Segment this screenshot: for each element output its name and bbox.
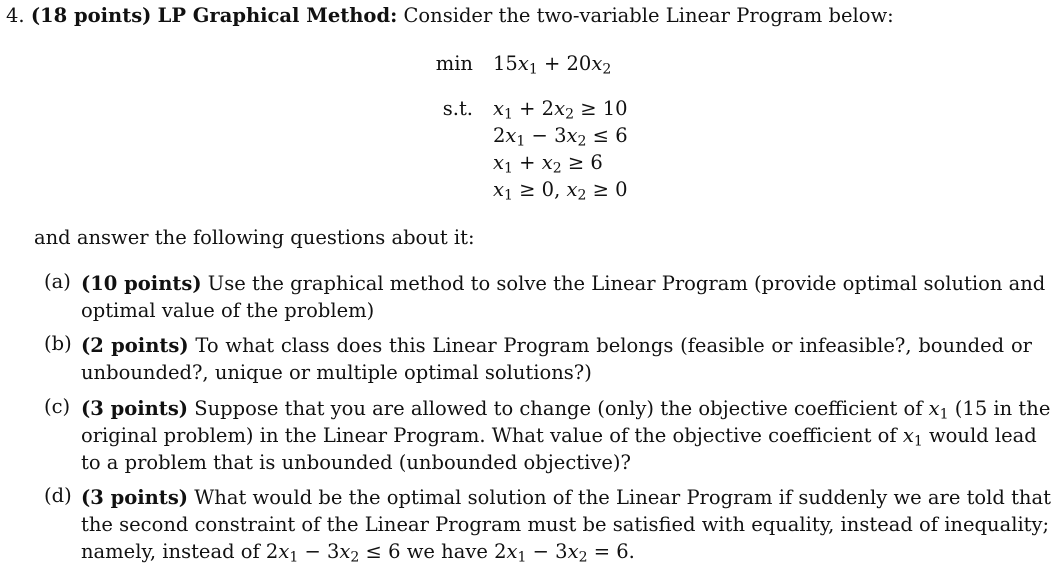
constraint-2: $2x_1 - 3x_2 \le 6$ xyxy=(493,124,628,150)
nonnegativity-constraint: $x_1 \ge 0$, $x_2 \ge 0$ xyxy=(493,178,628,204)
part-marker: (c) xyxy=(44,395,71,418)
part-line: original problem) in the Linear Program. What value of the objective coefficient of $x_1$ would lead xyxy=(81,424,1037,450)
question-points: (18 points) xyxy=(30,4,152,27)
part-line: (2 points) To what class does this Linear Program belongs (feasible or infeasible?, bounded or xyxy=(81,334,1032,357)
objective-label: min xyxy=(435,52,473,75)
part-line: namely, instead of $2x_1 - 3x_2 \le 6$ we have $2x_1 - 3x_2 = 6$. xyxy=(81,540,635,566)
part-line: to a problem that is unbounded (unbounded objective)? xyxy=(81,451,631,474)
question-title: LP Graphical Method: xyxy=(157,4,398,27)
part-line: (3 points) What would be the optimal solution of the Linear Program if suddenly we are told that xyxy=(81,486,1051,509)
subject-to-label: s.t. xyxy=(442,97,473,120)
objective-expression: $15x_1 + 20x_2$ xyxy=(493,52,612,78)
part-line: (10 points) Use the graphical method to solve the Linear Program (provide optimal solution and xyxy=(81,272,1046,295)
part-line: (3 points) Suppose that you are allowed to change (only) the objective coefficient of $x_1$ (15 in the xyxy=(81,397,1051,423)
constraint-3: $x_1 + x_2 \ge 6$ xyxy=(493,151,603,177)
part-marker: (a) xyxy=(44,270,71,293)
question-number: 4. xyxy=(6,4,25,27)
question-lead: Consider the two-variable Linear Program below: xyxy=(403,4,894,27)
question-header xyxy=(6,4,894,27)
part-points: (3 points) xyxy=(81,397,189,420)
part-body xyxy=(81,395,1051,476)
part-body xyxy=(81,270,1046,324)
part-points: (3 points) xyxy=(81,486,189,509)
part-marker: (d) xyxy=(44,484,72,507)
part-body xyxy=(81,332,1032,386)
part-points: (10 points) xyxy=(81,272,202,295)
part-line: unbounded?, unique or multiple optimal solutions?) xyxy=(81,361,592,384)
constraint-1: $x_1 + 2x_2 \ge 10$ xyxy=(493,97,628,123)
intro-text: and answer the following questions about it: xyxy=(34,226,475,249)
part-marker: (b) xyxy=(44,332,72,355)
part-points: (2 points) xyxy=(81,334,189,357)
part-line: the second constraint of the Linear Program must be satisfied with equality, instead of inequality; xyxy=(81,513,1050,536)
part-body xyxy=(81,484,1051,566)
part-line: optimal value of the problem) xyxy=(81,299,375,322)
